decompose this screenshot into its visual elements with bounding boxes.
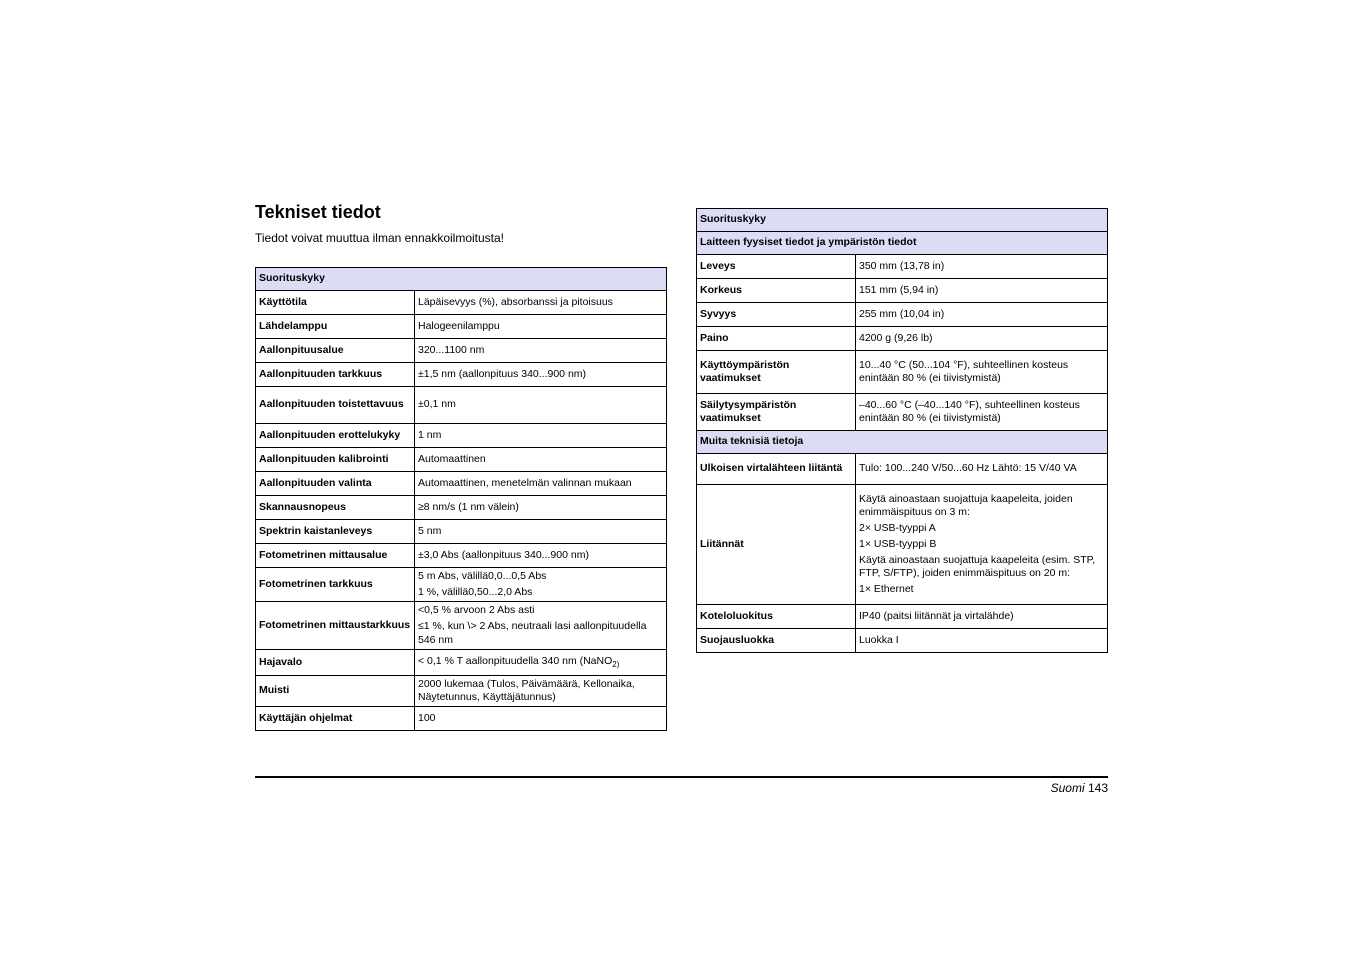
spec-value-line [418, 525, 663, 538]
table-row [256, 649, 667, 675]
spec-value-line [859, 399, 1104, 425]
spec-value-text: 5 nm [418, 524, 442, 537]
table-row [256, 544, 667, 568]
spec-label: Lähdelamppu [256, 315, 415, 339]
spec-label: Suojausluokka [697, 629, 856, 653]
table-row [256, 315, 667, 339]
spec-value [415, 520, 667, 544]
section-header-performance [697, 209, 1108, 232]
spec-value-text: ±0,1 nm [418, 398, 456, 411]
spec-value-line [418, 477, 663, 490]
spec-value [856, 485, 1108, 605]
spec-label: Aallonpituuden valinta [256, 472, 415, 496]
spec-value-line [859, 359, 1104, 385]
spec-value-text: 1 %, välillä0,50...2,0 Abs [418, 586, 533, 599]
spec-value [415, 472, 667, 496]
spec-value-text: 350 mm (13,78 in) [859, 259, 945, 272]
spec-value-text: Halogeenilamppu [418, 319, 500, 332]
spec-label: Fotometrinen mittaustarkkuus [256, 602, 415, 649]
spec-label: Liitännät [697, 485, 856, 605]
spec-label: Hajavalo [256, 649, 415, 675]
spec-value [856, 279, 1108, 303]
spec-label: Muisti [256, 675, 415, 706]
table-row [256, 602, 667, 649]
spec-value [856, 394, 1108, 431]
spec-value [856, 454, 1108, 485]
spec-value-text: IP40 (paitsi liitännät ja virtalähde) [859, 609, 1014, 622]
spec-value-line [418, 549, 663, 562]
spec-value-line [859, 610, 1104, 623]
spec-value-line [418, 429, 663, 442]
spec-value-line [418, 678, 663, 704]
performance-table [255, 267, 667, 731]
spec-value-line [418, 586, 663, 599]
table-row [256, 339, 667, 363]
spec-value-text: ±3,0 Abs (aallonpituus 340...900 nm) [418, 548, 589, 561]
spec-value [415, 387, 667, 424]
spec-value-text: 2× USB-tyyppi A [859, 521, 936, 534]
table-row [256, 291, 667, 315]
spec-value-line [418, 296, 663, 309]
table-row [697, 394, 1108, 431]
spec-value-text: ≥8 nm/s (1 nm välein) [418, 500, 519, 513]
section-header-performance [256, 268, 667, 291]
spec-value-text: Tulo: 100...240 V/50...60 Hz Lähtö: 15 V/40 VA [859, 462, 1077, 475]
spec-label: Aallonpituuden erottelukyky [256, 424, 415, 448]
spec-value [415, 363, 667, 387]
spec-value [415, 291, 667, 315]
spec-label: Käyttöympäristön vaatimukset [697, 351, 856, 394]
spec-value [415, 602, 667, 649]
page-title: Tekniset tiedot [255, 202, 381, 222]
spec-value-text: Luokka I [859, 633, 899, 646]
table-row [256, 472, 667, 496]
page-footer [1051, 781, 1108, 795]
spec-label: Paino [697, 327, 856, 351]
spec-value [856, 255, 1108, 279]
spec-label: Syvyys [697, 303, 856, 327]
spec-label: Ulkoisen virtalähteen liitäntä [697, 454, 856, 485]
table-row [697, 279, 1108, 303]
spec-label: Koteloluokitus [697, 605, 856, 629]
spec-value-text: 151 mm (5,94 in) [859, 283, 939, 296]
table-row [697, 629, 1108, 653]
spec-value-line [418, 501, 663, 514]
spec-value-line [418, 344, 663, 357]
spec-value [415, 706, 667, 730]
section-header-performance-label: Suorituskyky [697, 209, 1108, 232]
spec-value-text: Käytä ainoastaan suojattuja kaapeleita (esim. STP, FTP, S/FTP), joiden enimmäispituus on 20 m: [859, 554, 1096, 580]
footer-rule [255, 776, 1108, 778]
spec-value [415, 424, 667, 448]
spec-value [856, 605, 1108, 629]
spec-label: Leveys [697, 255, 856, 279]
spec-value-text: Automaattinen, menetelmän valinnan mukaan [418, 476, 632, 489]
table-row [697, 485, 1108, 605]
spec-value-text: ≤1 %, kun \> 2 Abs, neutraali lasi aallonpituudella 546 nm [418, 620, 647, 646]
spec-value-line [859, 462, 1104, 475]
spec-label: Aallonpituuden kalibrointi [256, 448, 415, 472]
spec-value [415, 339, 667, 363]
section-header-physical-label: Laitteen fyysiset tiedot ja ympäristön tiedot [697, 232, 1108, 255]
spec-value-text: 5 m Abs, välillä0,0...0,5 Abs [418, 570, 547, 582]
table-row [256, 363, 667, 387]
spec-value-line [418, 655, 663, 670]
spec-label: Spektrin kaistanleveys [256, 520, 415, 544]
spec-value-line [418, 620, 663, 646]
section-header-physical [697, 232, 1108, 255]
spec-label: Skannausnopeus [256, 496, 415, 520]
spec-value-text: 255 mm (10,04 in) [859, 307, 945, 320]
spec-label: Korkeus [697, 279, 856, 303]
table-row [697, 454, 1108, 485]
spec-value [415, 568, 667, 602]
footer-language: Suomi [1050, 781, 1085, 795]
spec-value-text: 1× Ethernet [859, 583, 914, 596]
spec-value-line [859, 493, 1104, 519]
spec-value-text: Käytä ainoastaan suojattuja kaapeleita, joiden enimmäispituus on 3 m: [859, 492, 1073, 518]
spec-value-text: 1 nm [418, 428, 442, 441]
spec-label: Käyttötila [256, 291, 415, 315]
spec-value-line [418, 712, 663, 725]
page-subtitle: Tiedot voivat muuttua ilman ennakkoilmoitusta! [255, 231, 505, 245]
spec-value-line [418, 368, 663, 381]
table-row [256, 520, 667, 544]
spec-value-text: < 0,1 % T aallonpituudella 340 nm (NaNO [418, 654, 613, 667]
table-row [697, 303, 1108, 327]
table-row [256, 568, 667, 602]
table-row [697, 351, 1108, 394]
spec-value-text: 4200 g (9,26 lb) [859, 331, 933, 344]
spec-value-line [418, 320, 663, 333]
spec-label: Aallonpituusalue [256, 339, 415, 363]
spec-label: Käyttäjän ohjelmat [256, 706, 415, 730]
spec-value [415, 315, 667, 339]
spec-value [856, 351, 1108, 394]
section-header-other-label: Muita teknisiä tietoja [697, 431, 1108, 454]
table-row [697, 605, 1108, 629]
spec-value-line [418, 398, 663, 411]
spec-value [415, 675, 667, 706]
spec-value [415, 496, 667, 520]
spec-value [415, 544, 667, 568]
spec-value [415, 448, 667, 472]
spec-value-text: ±1,5 nm (aallonpituus 340...900 nm) [418, 367, 587, 380]
spec-value [856, 327, 1108, 351]
physical-and-other-table [696, 208, 1108, 653]
table-row [697, 327, 1108, 351]
table-row [256, 424, 667, 448]
spec-value-line [859, 634, 1104, 647]
table-row [256, 448, 667, 472]
spec-value-line [859, 284, 1104, 297]
spec-value-text: –40...60 °C (–40...140 °F), suhteellinen kosteus enintään 80 % (ei tiivistymistä) [859, 398, 1080, 424]
table-row [256, 496, 667, 520]
spec-value-line [418, 604, 663, 617]
spec-value-text: Automaattinen [418, 452, 486, 465]
spec-value-line [859, 260, 1104, 273]
spec-value-text: 10...40 °C (50...104 °F), suhteellinen kosteus enintään 80 % (ei tiivistymistä) [859, 358, 1069, 384]
spec-value-text: 2000 lukemaa (Tulos, Päivämäärä, Kellonaika, Näytetunnus, Käyttäjätunnus) [418, 677, 635, 703]
table-row [697, 255, 1108, 279]
spec-value-line [859, 554, 1104, 580]
spec-value-line [418, 453, 663, 466]
spec-value [856, 303, 1108, 327]
spec-label: Aallonpituuden tarkkuus [256, 363, 415, 387]
spec-label: Säilytysympäristön vaatimukset [697, 394, 856, 431]
spec-value-line [859, 332, 1104, 345]
section-header-performance-label: Suorituskyky [256, 268, 667, 291]
table-row [256, 706, 667, 730]
spec-value-subscript: 2) [612, 659, 620, 669]
spec-value-line [418, 570, 663, 583]
spec-value-line [859, 522, 1104, 535]
spec-label: Fotometrinen tarkkuus [256, 568, 415, 602]
spec-value-text: 320...1100 nm [418, 343, 485, 356]
spec-value-text: 100 [418, 711, 436, 724]
spec-value [856, 629, 1108, 653]
spec-value-text: <0,5 % arvoon 2 Abs asti [418, 604, 535, 617]
spec-label: Fotometrinen mittausalue [256, 544, 415, 568]
spec-label: Aallonpituuden toistettavuus [256, 387, 415, 424]
spec-value-line [859, 308, 1104, 321]
table-row [256, 387, 667, 424]
spec-value-text: 1× USB-tyyppi B [859, 537, 937, 550]
spec-value-line [859, 538, 1104, 551]
table-row [256, 675, 667, 706]
spec-value-line [859, 583, 1104, 596]
page-number: 143 [1087, 781, 1108, 795]
spec-value [415, 649, 667, 675]
spec-value-text: Läpäisevyys (%), absorbanssi ja pitoisuus [418, 295, 613, 308]
section-header-other [697, 431, 1108, 454]
